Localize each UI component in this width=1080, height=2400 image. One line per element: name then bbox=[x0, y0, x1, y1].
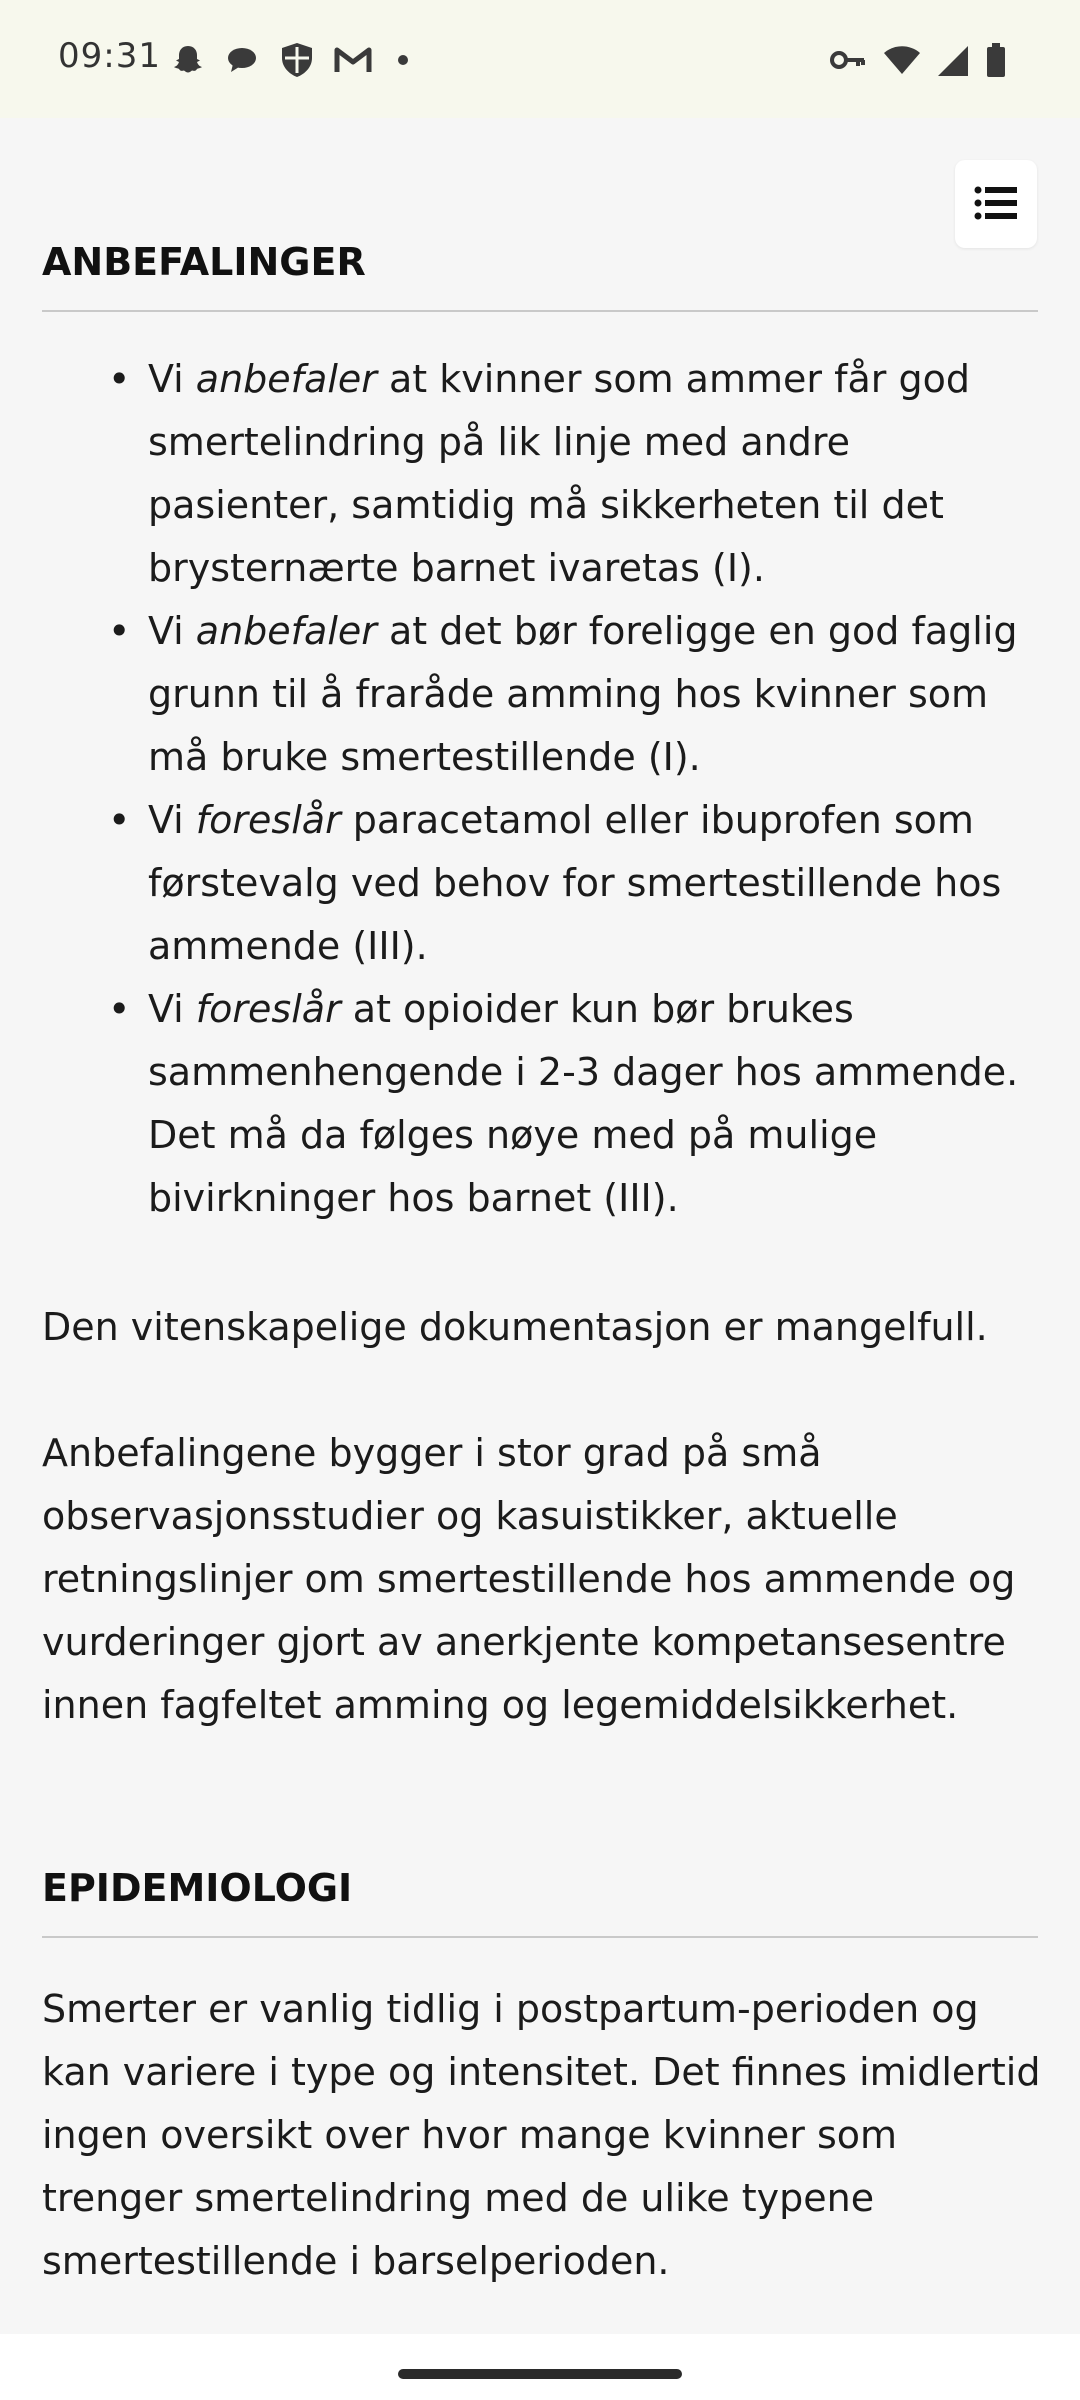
section-heading-epidemiologi: EPIDEMIOLOGI bbox=[42, 1866, 353, 1910]
section-divider bbox=[42, 310, 1038, 312]
rec-pre: Vi bbox=[148, 987, 196, 1031]
recommendations-list bbox=[86, 348, 1026, 1230]
list-item bbox=[86, 600, 1026, 789]
rec-emphasis: foreslår bbox=[195, 798, 341, 842]
battery-icon bbox=[984, 40, 1008, 80]
list-item bbox=[86, 978, 1026, 1230]
list-item bbox=[86, 348, 1026, 600]
epidemiology-paragraph: Smerter er vanlig tidlig i postpartum-perioden og kan variere i type og intensitet. Det finnes imidlertid ingen oversikt over hvor mange kvinner som trenger smertelindring med de ulike typene smertestillende i barselperioden. bbox=[42, 1987, 1041, 2283]
documentation-paragraph: Den vitenskapelige dokumentasjon er mangelfull. bbox=[42, 1305, 988, 1349]
vpn-key-icon bbox=[828, 40, 868, 80]
rec-emphasis: anbefaler bbox=[195, 609, 377, 653]
home-indicator[interactable] bbox=[398, 2369, 682, 2379]
chat-bubble-icon bbox=[222, 40, 262, 80]
system-icons bbox=[828, 38, 1008, 82]
rec-text: at det bør foreligge en god faglig grunn til å fraråde amming hos kvinner som må bruke smertestillende (I). bbox=[148, 609, 1018, 779]
rec-pre: Vi bbox=[148, 609, 196, 653]
wifi-icon bbox=[882, 40, 922, 80]
signal-icon bbox=[936, 40, 970, 80]
article-content[interactable] bbox=[0, 118, 1080, 2334]
rec-text: at opioider kun bør brukes sammenhengende i 2-3 dager hos ammende. Det må da følges nøye med på mulige bivirkninger hos barnet (III). bbox=[148, 987, 1019, 1220]
rec-text: at kvinner som ammer får god smertelindring på lik linje med andre pasienter, samtidig må sikkerheten til det brysternærte barnet ivaretas (I). bbox=[148, 357, 970, 590]
rec-pre: Vi bbox=[148, 357, 196, 401]
dot-icon bbox=[388, 40, 418, 80]
section-heading-anbefalinger: ANBEFALINGER bbox=[42, 240, 366, 284]
shield-icon bbox=[276, 39, 318, 81]
rec-emphasis: foreslår bbox=[195, 987, 341, 1031]
list-item bbox=[86, 789, 1026, 978]
rec-emphasis: anbefaler bbox=[195, 357, 377, 401]
gmail-icon bbox=[332, 40, 374, 80]
table-of-contents-button[interactable] bbox=[955, 160, 1037, 248]
navigation-bar bbox=[0, 2334, 1080, 2400]
section-divider bbox=[42, 1936, 1038, 1938]
rec-pre: Vi bbox=[148, 798, 196, 842]
status-time: 09:31 bbox=[58, 36, 161, 76]
notification-icons bbox=[168, 38, 418, 82]
list-icon bbox=[974, 185, 1018, 224]
status-bar bbox=[0, 0, 1080, 118]
rec-text: paracetamol eller ibuprofen som førstevalg ved behov for smertestillende hos ammende (III). bbox=[148, 798, 1002, 968]
snapchat-icon bbox=[168, 40, 208, 80]
basis-paragraph: Anbefalingene bygger i stor grad på små observasjonsstudier og kasuistikker, aktuelle retningslinjer om smertestillende hos ammende og vurderinger gjort av anerkjente kompetansesentre innen fagfeltet amming og legemiddelsikkerhet. bbox=[42, 1431, 1016, 1727]
